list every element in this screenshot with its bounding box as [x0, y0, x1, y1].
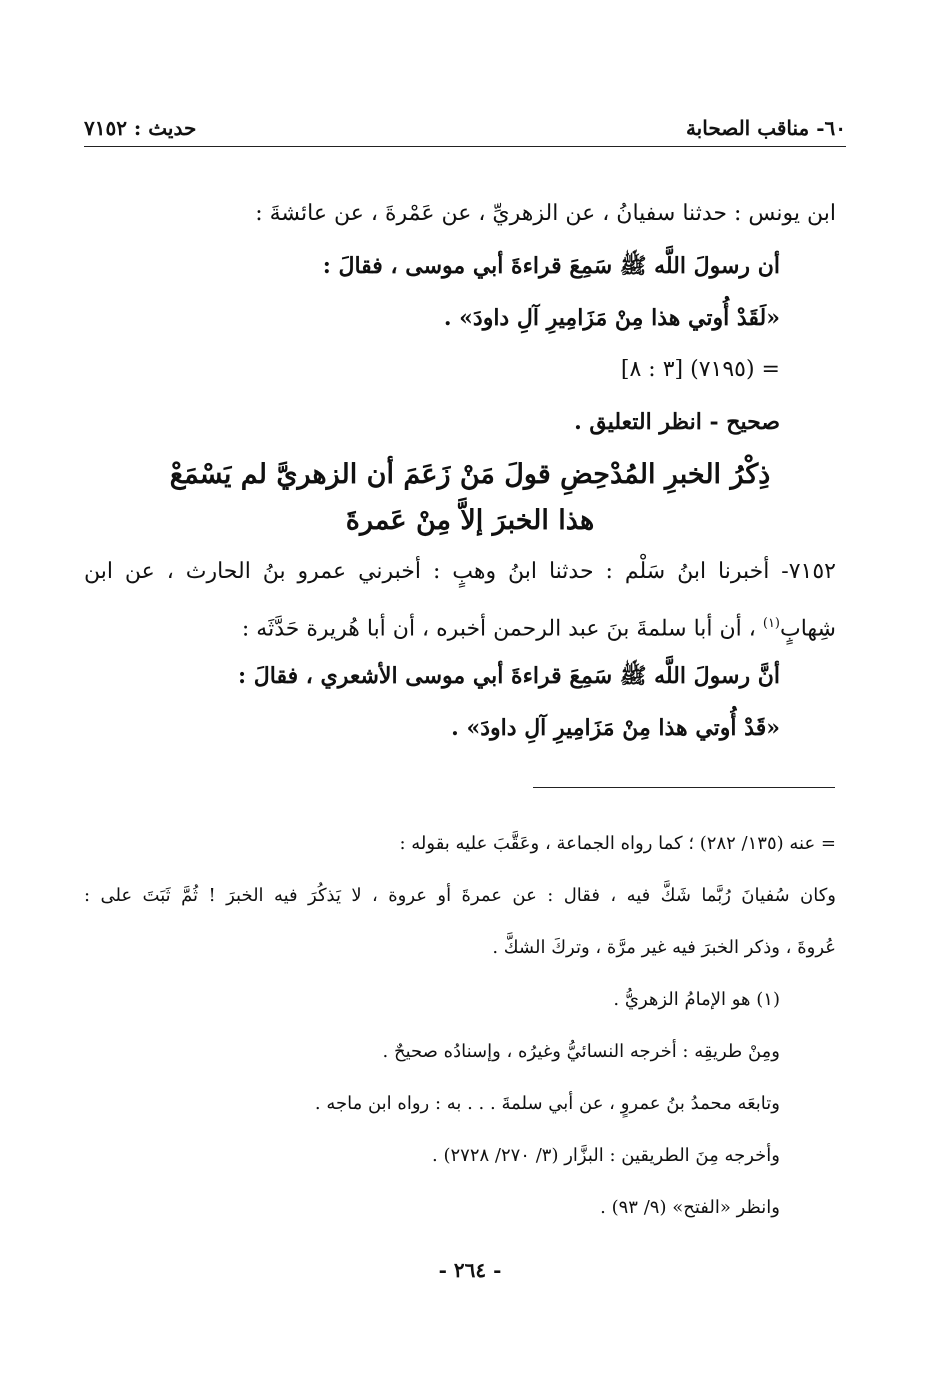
running-header	[84, 110, 846, 147]
matn-quote-line: «لَقَدْ أُوتي هذا مِنْ مَزَامِيرِ آلِ داودَ» .	[443, 305, 780, 331]
page-number: - ٢٦٤ -	[438, 1258, 502, 1282]
hadith-isnad-line-2	[84, 598, 836, 650]
footnote-text: ومِنْ طريقِه : أخرجه النسائيُّ وغيرُه ، وإسنادُه صحيحٌ .	[382, 1041, 780, 1062]
main-text	[84, 188, 836, 754]
cross-reference-line: = (٧١٩٥) [٣ : ٨]	[620, 357, 780, 382]
hadith-isnad-line-1: ٧١٥٢- أخبرنا ابنُ سَلْم : حدثنا ابنُ وهبٍ : أخبرني عمرو بنُ الحارث ، عن ابن	[84, 559, 836, 584]
footnote-text: عُروةَ ، وذكر الخبرَ فيه غير مرَّة ، وتركَ الشكَّ .	[492, 937, 836, 958]
footnote-text: وأخرجه مِنَ الطريقين : البزَّار (٣/ ٢٧٠/ ٢٧٢٨) .	[432, 1145, 780, 1166]
footnote-text: وكان سُفيانَ رُبَّما شَكَّ فيه ، فقال : عن عمرةَ أو عروة ، لا يَذكُرَ فيه الخبرَ ! ثُمَّ ثَبَتَ على :	[84, 885, 836, 906]
footnote-marker: (١)	[762, 616, 780, 631]
footnote-1: (١) هو الإمامُ الزهريُّ .	[613, 989, 780, 1010]
grading-line: صحيح - انظر التعليق .	[574, 409, 780, 435]
hadith-matn-line: أنَّ رسولَ اللَّه ﷺ سَمِعَ قراءةَ أبي موسى الأشعري ، فقالَ :	[237, 663, 780, 689]
hadith-isnad-line-2-start: شِهابٍ	[780, 616, 836, 642]
hadith-matn-quote-line: «قَدْ أُوتي هذا مِنْ مَزَامِيرِ آلِ داودَ» .	[451, 715, 780, 741]
section-heading-line-2: هذا الخبرَ إلاَّ مِنْ عَمرةَ	[345, 505, 595, 536]
section-heading-line-1: ذِكْرُ الخبرِ المُدْحِضِ قولَ مَنْ زَعَمَ أن الزهريَّ لم يَسْمَعْ	[169, 459, 771, 490]
hadith-reference: حديث : ٧١٥٢	[84, 116, 197, 140]
chapter-title: ٦٠- مناقب الصحابة	[685, 116, 846, 140]
isnad-line: ابن يونس : حدثنا سفيانُ ، عن الزهريِّ ، عن عَمْرةَ ، عن عائشةَ :	[255, 201, 836, 226]
hadith-isnad-line-2-end: ، أن أبا سلمةَ بنَ عبد الرحمن أخبره ، أن أبا هُريرة حَدَّثَه :	[241, 616, 763, 642]
matn-line: أن رسولَ اللَّه ﷺ سَمِعَ قراءةَ أبي موسى ، فقالَ :	[322, 253, 780, 279]
footnote-continuation: = عنه (١٣٥/ ٢٨٢) ؛ كما رواه الجماعة ، وعَقَّبَ عليه بقوله :	[399, 833, 836, 854]
footnote-separator	[533, 787, 835, 788]
footnotes	[84, 818, 836, 1234]
footnote-text: وانظر «الفتح» (٩/ ٩٣) .	[600, 1197, 780, 1218]
footnote-text: وتابعَه محمدُ بنُ عمروٍ ، عن أبي سلمةَ . . . به : رواه ابن ماجه .	[314, 1093, 780, 1114]
